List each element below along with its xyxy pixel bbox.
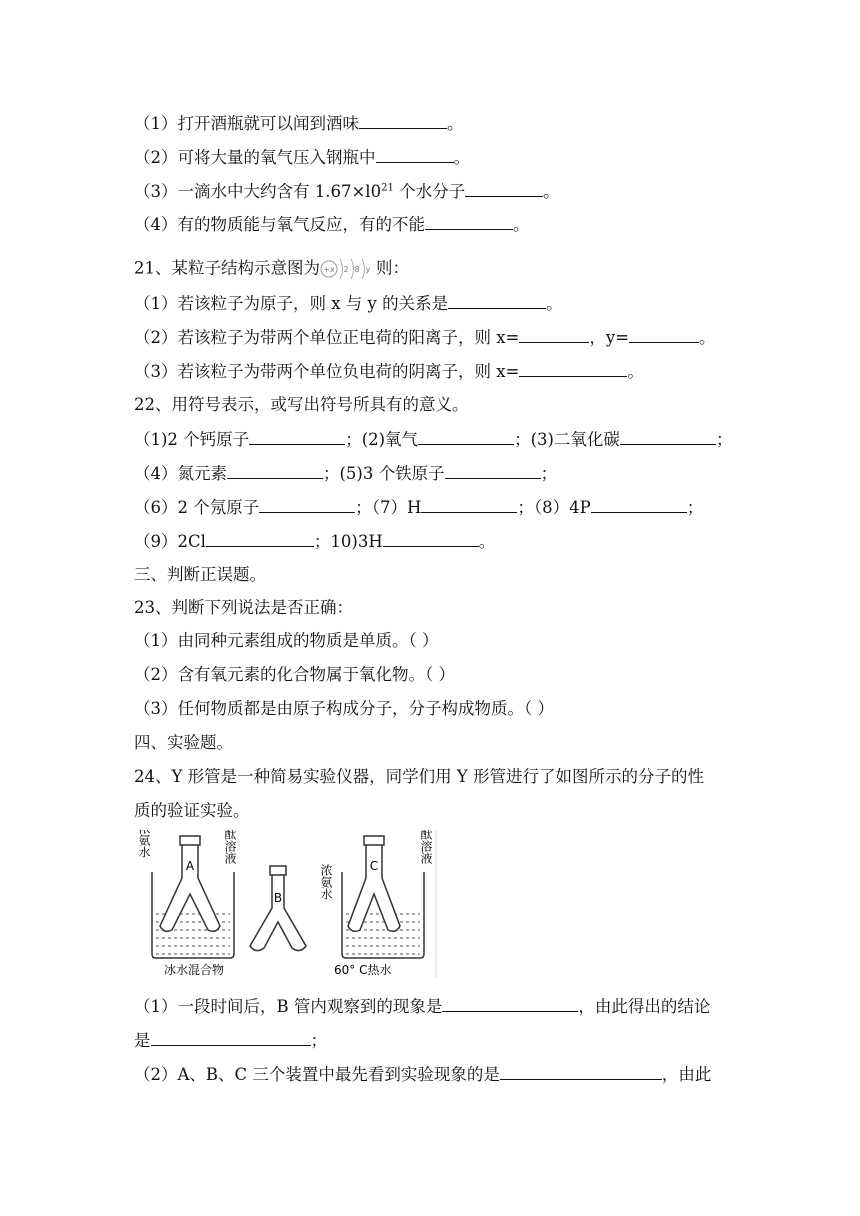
q21-line1: （1）若该粒子为原子，则 x 与 y 的关系是 。 [134, 294, 563, 313]
q21-line2: （2）若该粒子为带两个单位正电荷的阳离子，则 x= ，y= 。 [134, 328, 716, 347]
answer-blank[interactable] [591, 496, 687, 513]
tube-a-label: A [185, 859, 195, 873]
tube-b-label: B [273, 891, 283, 905]
q22-line4: （9）2Cl ；10)3H 。 [134, 532, 496, 551]
q24-stem-line2: 质的验证实验。 [134, 801, 250, 820]
section-3-heading: 三、判断正误题。 [134, 565, 266, 584]
phenolphthalein-label-left: 酚酞溶液 [223, 830, 237, 864]
atom-structure-diagram [320, 256, 376, 282]
hot-water-label: 60° C热水 [334, 963, 392, 977]
q23-item1: （1）由同种元素组成的物质是单质。（ ） [134, 631, 439, 650]
answer-blank[interactable] [151, 1029, 311, 1046]
q22-line2: （4）氮元素 ；(5)3 个铁原子 ； [134, 464, 558, 483]
answer-blank[interactable] [421, 496, 517, 513]
answer-blank[interactable] [519, 360, 627, 377]
answer-blank[interactable] [500, 1063, 662, 1080]
answer-blank[interactable] [465, 180, 543, 197]
atom-nucleus-label: +x [323, 265, 335, 274]
answer-blank[interactable] [376, 146, 454, 163]
q21-stem: 21、某粒子结构示意图为 +x 2 8 y 则： [134, 256, 409, 282]
q22-line1: （1)2 个钙原子 ；(2)氧气 ；(3)二氧化碳 ； [134, 430, 733, 449]
q20-line4: （4）有的物质能与氧气反应，有的不能 。 [134, 215, 530, 234]
atom-shell1-label: 2 [343, 265, 349, 274]
q22-line3: （6）2 个氖原子 ；（7）H ；（8）4P ； [134, 498, 704, 517]
answer-blank[interactable] [425, 213, 513, 230]
answer-blank[interactable] [418, 428, 514, 445]
q20-line1: （1）打开酒瓶就可以闻到酒味 。 [134, 114, 464, 133]
ammonia-label-right: 浓氨水 [319, 864, 333, 900]
ammonia-label-left: 浓氨水 [137, 830, 151, 858]
answer-blank[interactable] [442, 995, 578, 1012]
q20-line2: （2）可将大量的氧气压入钢瓶中 。 [134, 148, 470, 167]
answer-blank[interactable] [445, 462, 541, 479]
answer-blank[interactable] [359, 112, 447, 129]
atom-shell3-label: y [365, 265, 371, 274]
q24-sub1-line2: 是 ； [134, 1031, 327, 1050]
tube-c-label: C [369, 859, 379, 873]
q23-item2: （2）含有氧元素的化合物属于氧化物。（ ） [134, 665, 455, 684]
q20-line3: （3）一滴水中大约含有 $1.67\times l0^{21}$ 个水分子 。 [134, 182, 560, 201]
q23-item3: （3）任何物质都是由原子构成分子，分子构成物质。（ ） [134, 699, 554, 718]
atom-shell2-label: 8 [354, 265, 360, 274]
answer-blank[interactable] [206, 530, 314, 547]
answer-blank[interactable] [620, 428, 716, 445]
answer-blank[interactable] [259, 496, 355, 513]
phenolphthalein-label-right: 酚酞溶液 [419, 830, 433, 864]
answer-blank[interactable] [519, 326, 589, 343]
answer-blank[interactable] [448, 292, 546, 309]
answer-blank[interactable] [249, 428, 345, 445]
q23-stem: 23、判断下列说法是否正确： [134, 598, 353, 617]
q24-sub1-line1: （1）一段时间后，B 管内观察到的现象是 ，由此得出的结论 [134, 997, 711, 1016]
ice-water-label: 冰水混合物 [164, 963, 225, 977]
answer-blank[interactable] [383, 530, 479, 547]
q20-text1: （1）打开酒瓶就可以闻到酒味 [134, 114, 359, 133]
section-4-heading: 四、实验题。 [134, 733, 233, 752]
y-tube-experiment-figure [130, 830, 440, 978]
q22-stem: 22、用符号表示，或写出符号所具有的意义。 [134, 395, 469, 414]
q24-sub2-line1: （2）A、B、C 三个装置中最先看到实验现象的是 ，由此 [134, 1065, 712, 1084]
q24-stem-line1: 24、Y 形管是一种简易实验仪器，同学们用 Y 形管进行了如图所示的分子的性 [134, 767, 705, 786]
q21-line3: （3）若该粒子为带两个单位负电荷的阴离子，则 x= 。 [134, 362, 644, 381]
answer-blank[interactable] [629, 326, 699, 343]
answer-blank[interactable] [227, 462, 323, 479]
